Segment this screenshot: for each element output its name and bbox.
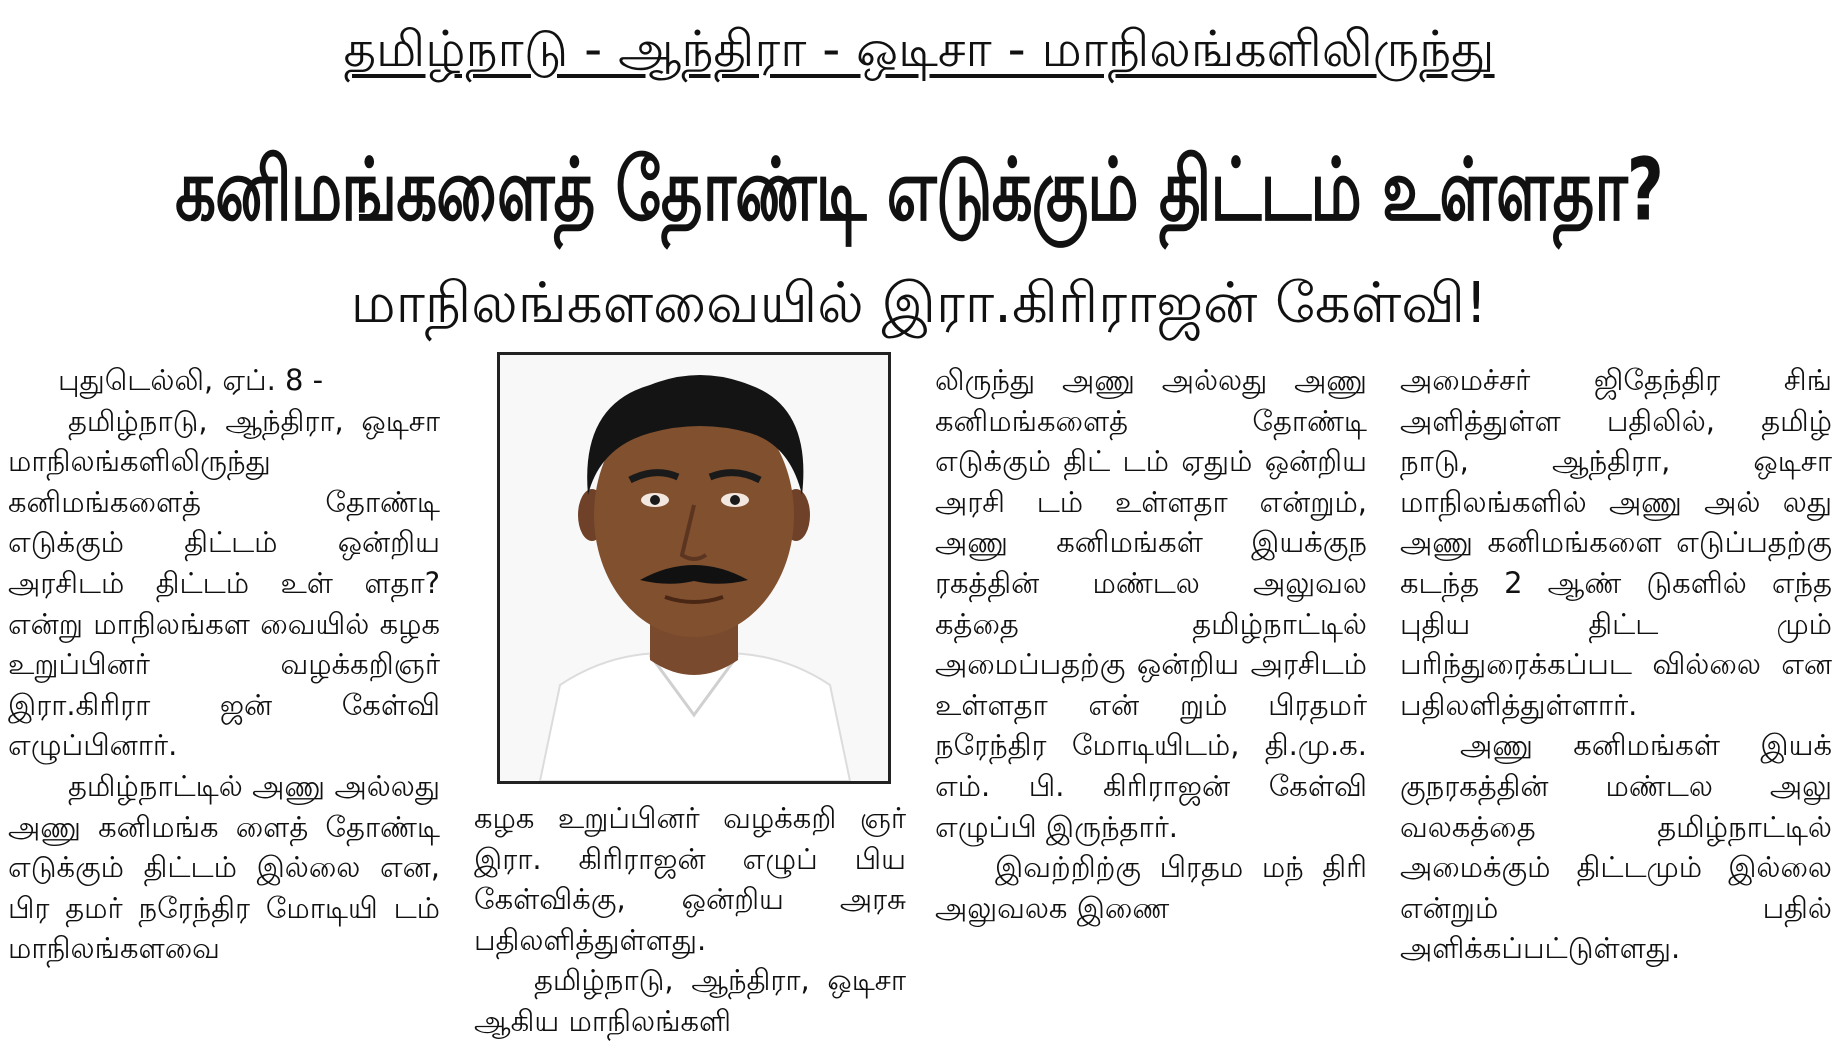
photo-caption: கழக உறுப்பினர் வழக்கறி ஞர் இரா. கிரிராஜன் எழுப் பிய கேள்விக்கு, ஒன்றிய அரசு பதிலளித்துள்ளது. [474,801,906,957]
column-3 [935,360,1367,928]
headline: கனிமங்களைத் தோண்டி எடுக்கும் திட்டம் உள்ளதா? [175,141,1663,241]
column-4-paragraph-2: அணு கனிமங்கள் இயக் குநரகத்தின் மண்டல அலு வலகத்தை தமிழ்நாட்டில் அமைக்கும் திட்டமும் இல்லை என்றும் பதில் அளிக்கப்பட்டுள்ளது. [1400,728,1832,966]
column-3-paragraph-1: லிருந்து அணு அல்லது அணு கனிமங்களைத் தோண்டி எடுக்கும் திட் டம் ஏதும் ஒன்றிய அரசி டம் உள்ளதா என்றும், அணு கனிமங்கள் இயக்குந ரகத்தின் மண்டல அலுவல கத்தை தமிழ்நாட்டில் அமைப்பதற்கு ஒன்றிய அரசிடம் உள்ளதா என் றும் பிரதமர் நரேந்திர மோடியிடம், தி.மு.க. எம். பி. கிரிராஜன் கேள்வி எழுப்பி இருந்தார். [935,363,1367,844]
column-3-paragraph-2: இவற்றிற்கு பிரதம மந் திரி அலுவலக இணை [935,850,1367,925]
column-1 [8,360,440,969]
column-2 [474,798,906,1042]
subheadline: மாநிலங்களவையில் இரா.கிரிராஜன் கேள்வி! [350,271,1488,336]
column-4-paragraph-1: அமைச்சர் ஜிதேந்திர சிங் அளித்துள்ள பதிலில், தமிழ் நாடு, ஆந்திரா, ஒடிசா மாநிலங்களில் அணு அல் லது அணு கனிமங்களை எடுப்பதற்கு கடந்த 2 ஆண் டுகளில் எந்த புதிய திட்ட மும் பரிந்துரைக்கப்பட வில்லை என பதிலளித்துள்ளார். [1400,363,1832,722]
kicker [0,16,1838,82]
portrait-illustration [500,355,888,781]
column-1-paragraph-1: தமிழ்நாடு, ஆந்திரா, ஒடிசா மாநிலங்களிலிருந்து கனிமங்களைத் தோண்டி எடுக்கும் திட்டம் ஒன்றிய அரசிடம் திட்டம் உள் ளதா? என்று மாநிலங்கள வையில் கழக உறுப்பினர் வழக்கறிஞர் இரா.கிரிரா ஜன் கேள்வி எழுப்பினார். [8,403,440,763]
column-2-paragraph-1: தமிழ்நாடு, ஆந்திரா, ஒடிசா ஆகிய மாநிலங்களி [474,963,906,1038]
dateline: புதுடெல்லி, ஏப். 8 - [58,363,324,397]
kicker-text: தமிழ்நாடு - ஆந்திரா - ஒடிசா - மாநிலங்களிலிருந்து [343,20,1495,78]
column-4 [1400,360,1832,969]
column-1-paragraph-2: தமிழ்நாட்டில் அணு அல்லது அணு கனிமங்க ளைத் தோண்டி எடுக்கும் திட்டம் இல்லை என, பிர தமர் நரேந்திர மோடியி டம் மாநிலங்களவை [8,768,440,966]
portrait-photo [497,352,891,784]
